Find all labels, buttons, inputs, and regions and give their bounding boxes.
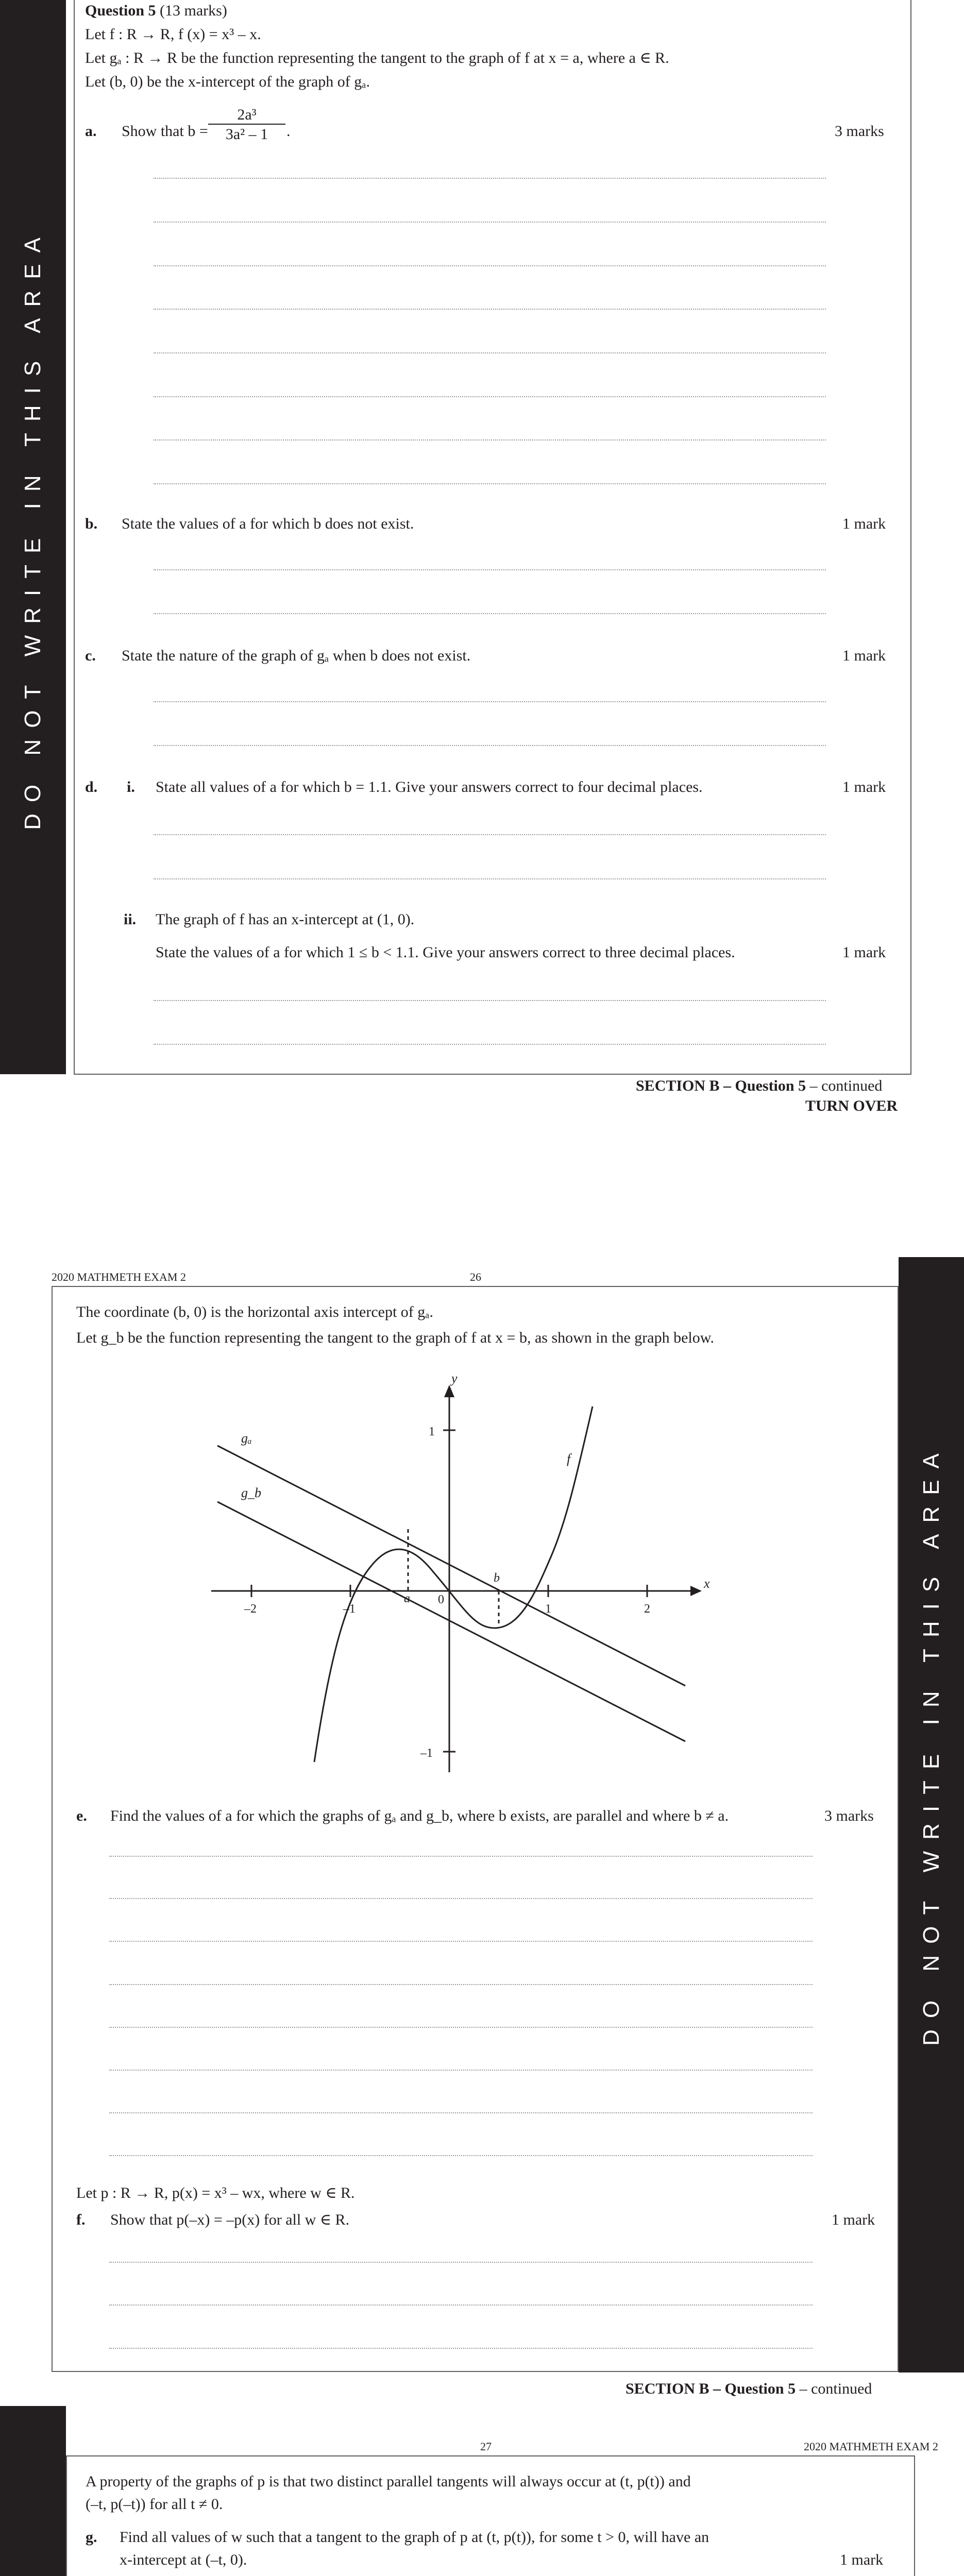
graph-b-label: b	[494, 1571, 500, 1585]
part-e-text: Find the values of a for which the graphs of gₐ and g_b, where b exists, are parallel and where b ≠ a.	[110, 1807, 729, 1824]
page2-footer-section: SECTION B – Question 5 – continued	[625, 2380, 872, 2397]
side-banner-text: DO NOT WRITE IN THIS AREA	[20, 226, 45, 830]
tick-y-minus1: –1	[420, 1747, 433, 1760]
tick-x-1: 1	[545, 1602, 551, 1616]
graph-gb-label: g_b	[241, 1485, 261, 1500]
side-banner-right	[899, 1257, 964, 2372]
part-label-f: f.	[76, 2211, 86, 2228]
tick-y-1: 1	[429, 1425, 435, 1438]
page2-header-left: 2020 MATHMETH EXAM 2	[52, 1270, 186, 1283]
page3-header-right: 2020 MATHMETH EXAM 2	[804, 2440, 938, 2453]
let-p-definition: Let p : R → R, p(x) = x³ – wx, where w ∈ R.	[76, 2184, 355, 2201]
tick-x-minus1: –1	[343, 1602, 356, 1616]
graph-y-label: y	[451, 1371, 458, 1386]
fraction-b: 2a³ 3a² – 1	[208, 106, 285, 144]
graph-f-label: f	[567, 1451, 571, 1466]
intro-line-3: Let (b, 0) be the x-intercept of the graph of gₐ.	[85, 73, 370, 90]
property-line-2: (–t, p(–t)) for all t ≠ 0.	[86, 2496, 223, 2513]
x-axis-arrow	[690, 1586, 702, 1596]
tangent-line-ga	[217, 1446, 685, 1686]
page1-footer-turn-over: TURN OVER	[805, 1097, 898, 1114]
part-d-ii-marks: 1 mark	[842, 944, 886, 961]
intro-line-1: Let f : R → R, f (x) = x³ – x.	[85, 26, 261, 43]
intro-line-2: Let gₐ : R → R be the function representing the tangent to the graph of f at x = a, where a ∈ R.	[85, 49, 669, 66]
part-g-text: Find all values of w such that a tangent to the graph of p at (t, p(t)), for some t > 0, will have an	[120, 2529, 709, 2546]
graph-x-label: x	[704, 1576, 710, 1591]
tangent-line-gb	[217, 1502, 685, 1741]
part-f-marks: 1 mark	[832, 2211, 875, 2228]
page2-intro-1: The coordinate (b, 0) is the horizontal axis intercept of gₐ.	[76, 1303, 433, 1320]
part-a-marks: 3 marks	[835, 123, 884, 140]
part-b-text: State the values of a for which b does not exist.	[122, 515, 414, 532]
part-a-text: Show that b =	[122, 123, 208, 140]
part-f-text: Show that p(–x) = –p(x) for all w ∈ R.	[110, 2211, 350, 2228]
exam-page-2	[0, 1257, 964, 2452]
part-c-marks: 1 mark	[842, 647, 886, 664]
tick-x-0: 0	[438, 1593, 444, 1606]
part-d-i-marks: 1 mark	[842, 778, 886, 795]
graph-ga-label: gₐ	[241, 1431, 252, 1446]
side-banner-left	[0, 0, 66, 1074]
page3-header-page: 27	[480, 2440, 492, 2453]
part-e-marks: 3 marks	[824, 1807, 874, 1824]
cubic-curve-f	[314, 1406, 593, 1762]
part-g-marks: 1 mark	[840, 2551, 884, 2568]
part-label-g: g.	[86, 2529, 97, 2546]
part-c-text: State the nature of the graph of gₐ when b does not exist.	[122, 647, 471, 664]
part-d-i-label: i.	[127, 778, 135, 795]
y-axis-arrow	[444, 1385, 454, 1397]
page2-header-page: 26	[470, 1270, 481, 1283]
tick-x-2: 2	[644, 1602, 650, 1616]
graph-a-label: a	[404, 1592, 410, 1605]
part-label-a: a.	[85, 123, 97, 140]
exam-page-3	[0, 2406, 964, 2576]
part-b-marks: 1 mark	[842, 515, 886, 532]
part-d-ii-text2: State the values of a for which 1 ≤ b < 1.1. Give your answers correct to three decimal places.	[156, 944, 735, 961]
property-line-1: A property of the graphs of p is that two distinct parallel tangents will always occur at (t, p(t)) and	[86, 2473, 691, 2490]
part-d-ii-label: ii.	[124, 911, 137, 928]
part-d-ii-text: The graph of f has an x-intercept at (1, 0).	[156, 911, 415, 928]
question-title: Question 5 (13 marks)	[85, 2, 227, 19]
side-banner-left-3	[0, 2406, 66, 2576]
tangent-graph	[196, 1370, 711, 1772]
part-g-text2: x-intercept at (–t, 0).	[120, 2551, 247, 2568]
exam-page-1: DO NOT WRITE IN THIS AREA Question 5 (13 marks) Let f : R → R, f (x) = x³ – x. Let gₐ : R → R be the function representing the tangent to the graph of f at x = a, where a ∈ R. Let (b, 0) be the x-intercept of the graph of gₐ. a. Show that b = 2a³ 3a² – 1 . 3 marks b. State the values of a for which b does not exist. 1 mark c. State the nature of the graph of gₐ when b does not exist. 1 mark d. i. State all values of a for which b = 1.1. Give your answers correct to four decimal places. 1 mark ii. The graph of f has an x-intercept at (1, 0). State the values of a for which 1 ≤ b < 1.1. Give your answers correct to three decimal places. 1 mark SECTION B – Question 5 – continued TURN OVER	[0, 0, 964, 1087]
part-label-d: d.	[85, 778, 98, 795]
page1-footer-section: SECTION B – Question 5 – continued	[636, 1077, 883, 1094]
side-banner-text-right: DO NOT WRITE IN THIS AREA	[919, 1442, 944, 2046]
part-label-e: e.	[76, 1807, 87, 1824]
part-label-c: c.	[85, 647, 96, 664]
page2-intro-2: Let g_b be the function representing the tangent to the graph of f at x = b, as shown in the graph below.	[76, 1329, 714, 1346]
tick-x-minus2: –2	[244, 1602, 257, 1616]
part-d-i-text: State all values of a for which b = 1.1. Give your answers correct to four decimal places.	[156, 778, 703, 795]
part-label-b: b.	[85, 515, 98, 532]
